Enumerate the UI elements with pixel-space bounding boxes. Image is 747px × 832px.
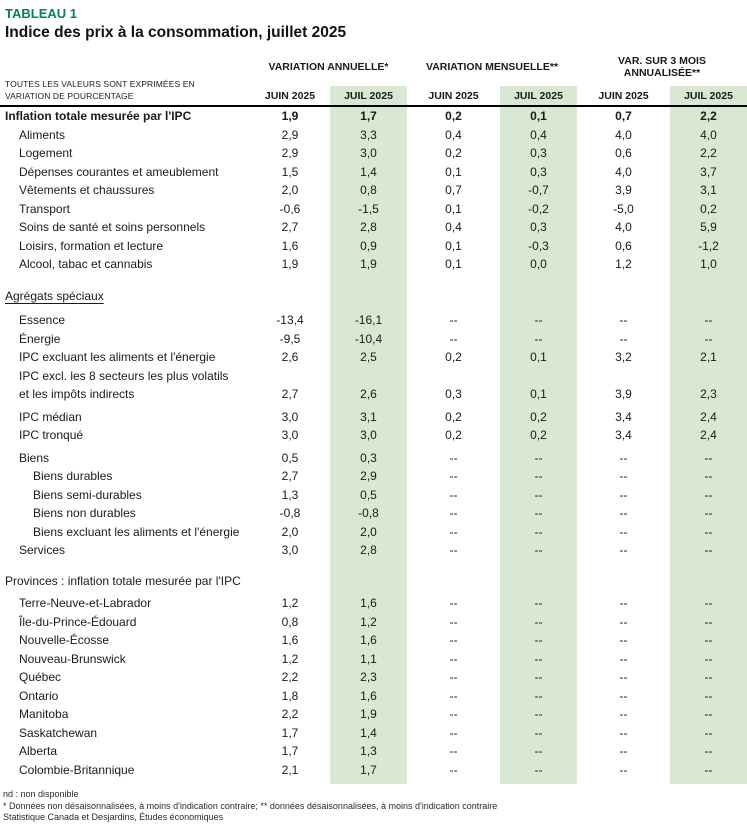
table-row — [0, 330, 747, 349]
cell-value: -- — [534, 614, 543, 629]
cell-value: 1,0 — [700, 257, 717, 272]
row-label: Biens semi-durables — [33, 487, 142, 502]
cell-value: 2,2 — [281, 670, 299, 685]
cell-value: -- — [619, 331, 628, 346]
month-header-juil: JUIL 2025 — [500, 86, 577, 105]
cell-value: -- — [449, 331, 458, 346]
table-row — [0, 594, 747, 613]
row-label: Saskatchewan — [19, 725, 98, 740]
cell-value: 0,1 — [530, 350, 547, 365]
cell-value: 0,6 — [615, 238, 632, 253]
section-row — [0, 287, 747, 306]
row-label: Aliments — [19, 127, 66, 142]
cell-value: 0,1 — [445, 164, 462, 179]
cell-value: -16,1 — [354, 313, 383, 328]
row-label: Alcool, tabac et cannabis — [19, 257, 153, 272]
cell-value: -10,4 — [354, 331, 383, 346]
table-row — [0, 163, 747, 182]
cell-value: 1,2 — [281, 651, 299, 666]
cell-value: 1,4 — [360, 725, 377, 740]
cell-value: 0,5 — [360, 487, 377, 502]
cell-value: 2,9 — [281, 146, 299, 161]
cell-value: 3,0 — [360, 146, 377, 161]
cell-value: 3,1 — [360, 409, 377, 424]
cell-value: -- — [449, 707, 458, 722]
cell-value: -- — [704, 725, 713, 740]
cell-value: -- — [704, 633, 713, 648]
cell-value: 0,8 — [281, 614, 299, 629]
cell-value: -- — [534, 762, 543, 777]
cell-value: -- — [704, 543, 713, 558]
month-header-juin: JUIN 2025 — [264, 89, 316, 102]
cell-value: 0,7 — [445, 183, 462, 198]
row-label: Manitoba — [19, 707, 69, 722]
cell-value: -0,3 — [528, 238, 549, 253]
cell-value: -- — [619, 707, 628, 722]
cell-value: 1,9 — [360, 257, 377, 272]
cell-value: 1,5 — [281, 164, 299, 179]
cell-value: -- — [534, 469, 543, 484]
table-row — [0, 742, 747, 761]
month-header-juil: JUIL 2025 — [670, 86, 747, 105]
cell-value: 3,1 — [700, 183, 717, 198]
cell-value: 0,3 — [445, 387, 462, 402]
row-label: Nouvelle-Écosse — [19, 633, 110, 648]
cell-value: 2,2 — [700, 146, 717, 161]
table-rows — [0, 107, 747, 779]
cell-value: 0,3 — [530, 146, 547, 161]
table-header — [0, 48, 747, 107]
table-tag: TABLEAU 1 — [5, 6, 77, 21]
cell-value: -- — [619, 313, 628, 328]
cell-value: 0,2 — [530, 428, 547, 443]
cell-value: 4,0 — [615, 127, 632, 142]
table-body — [0, 107, 747, 784]
cell-value: 1,1 — [360, 651, 377, 666]
cell-value: 1,9 — [281, 109, 299, 124]
cell-value: 2,2 — [700, 109, 717, 124]
cell-value: 0,2 — [530, 409, 547, 424]
cell-value: 3,2 — [615, 350, 632, 365]
cell-value: 1,6 — [281, 633, 299, 648]
cell-value: 2,0 — [281, 183, 299, 198]
cell-value: 0,3 — [360, 450, 377, 465]
cell-value: -- — [534, 506, 543, 521]
cell-value: 0,2 — [445, 409, 462, 424]
cell-value: 0,7 — [615, 109, 632, 124]
cell-value: -- — [534, 487, 543, 502]
cell-value: 4,0 — [615, 164, 632, 179]
row-label: Services — [19, 543, 66, 558]
column-group-monthly: VARIATION MENSUELLE** — [425, 61, 559, 73]
cell-value: 3,0 — [281, 409, 299, 424]
table-row — [0, 650, 747, 669]
table-row — [0, 367, 747, 386]
cell-value: 1,2 — [360, 614, 377, 629]
table-row — [0, 237, 747, 256]
cell-value: 1,6 — [360, 596, 377, 611]
section-row — [0, 572, 747, 591]
cell-value: 2,0 — [281, 524, 299, 539]
cell-value: -- — [449, 670, 458, 685]
cell-value: 1,7 — [281, 744, 299, 759]
cell-value: 1,3 — [281, 487, 299, 502]
cell-value: 2,7 — [281, 469, 299, 484]
cell-value: -- — [704, 506, 713, 521]
row-label: Île-du-Prince-Édouard — [19, 614, 137, 629]
cell-value: -- — [619, 688, 628, 703]
row-label: Provinces : inflation totale mesurée par l'IPC — [5, 573, 241, 588]
table-row — [0, 467, 747, 486]
cell-value: -- — [704, 596, 713, 611]
cell-value: -- — [619, 506, 628, 521]
table-row — [0, 687, 747, 706]
cell-value: -- — [449, 506, 458, 521]
cell-value: 1,6 — [281, 238, 299, 253]
cell-value: 1,2 — [281, 596, 299, 611]
table-row — [0, 144, 747, 163]
table-row — [0, 541, 747, 560]
cell-value: -- — [449, 596, 458, 611]
cell-value: -- — [619, 614, 628, 629]
cell-value: 2,6 — [281, 350, 299, 365]
cell-value: 1,3 — [360, 744, 377, 759]
table-row — [0, 126, 747, 145]
cell-value: 0,9 — [360, 238, 377, 253]
cell-value: -- — [534, 651, 543, 666]
table-row — [0, 408, 747, 427]
cell-value: 3,4 — [615, 409, 632, 424]
cell-value: -- — [449, 543, 458, 558]
cell-value: -- — [534, 596, 543, 611]
cell-value: 1,4 — [360, 164, 377, 179]
row-label: Transport — [19, 201, 70, 216]
table-row — [0, 218, 747, 237]
table-row — [0, 311, 747, 330]
cell-value: -- — [534, 633, 543, 648]
cell-value: 0,3 — [530, 220, 547, 235]
cell-value: 0,6 — [615, 146, 632, 161]
cell-value: 4,0 — [700, 127, 717, 142]
cell-value: -- — [704, 469, 713, 484]
cell-value: -- — [704, 688, 713, 703]
cell-value: -- — [704, 707, 713, 722]
cell-value: -- — [449, 313, 458, 328]
row-label: IPC excl. les 8 secteurs les plus volatils — [19, 368, 229, 383]
cell-value: 2,3 — [700, 387, 717, 402]
cell-value: -- — [449, 450, 458, 465]
row-label: Nouveau-Brunswick — [19, 651, 126, 666]
cell-value: -- — [619, 651, 628, 666]
table-row — [0, 724, 747, 743]
month-header-juin: JUIN 2025 — [598, 89, 649, 102]
footnote-nd: nd : non disponible — [3, 789, 79, 799]
cell-value: 3,7 — [700, 164, 717, 179]
cell-value: 2,8 — [360, 220, 377, 235]
cell-value: -- — [619, 670, 628, 685]
row-label: Alberta — [19, 744, 58, 759]
cell-value: 3,4 — [615, 428, 632, 443]
cell-value: 0,1 — [445, 238, 462, 253]
cell-value: 2,2 — [281, 707, 299, 722]
cell-value: 0,0 — [530, 257, 547, 272]
table-row — [0, 181, 747, 200]
cell-value: -- — [704, 524, 713, 539]
cell-value: 0,8 — [360, 183, 377, 198]
cell-value: 3,0 — [281, 543, 299, 558]
cell-value: -- — [534, 313, 543, 328]
table-row — [0, 449, 747, 468]
cell-value: 1,7 — [281, 725, 299, 740]
cell-value: 0,1 — [445, 201, 462, 216]
cell-value: 2,4 — [700, 409, 717, 424]
row-label: Biens non durables — [33, 506, 136, 521]
cell-value: -5,0 — [613, 201, 634, 216]
cell-value: -- — [449, 633, 458, 648]
cell-value: -0,2 — [528, 201, 549, 216]
table-row — [0, 705, 747, 724]
row-label: Inflation totale mesurée par l'IPC — [5, 109, 192, 124]
cell-value: -- — [534, 744, 543, 759]
footnotes — [0, 789, 747, 824]
table-row — [0, 613, 747, 632]
column-group-3month: VAR. SUR 3 MOIS ANNUALISÉE** — [618, 55, 706, 79]
cell-value: 2,7 — [281, 220, 299, 235]
cell-value: -- — [704, 744, 713, 759]
cell-value: 3,3 — [360, 127, 377, 142]
cell-value: -- — [704, 762, 713, 777]
cell-value: 2,0 — [360, 524, 377, 539]
cell-value: 2,1 — [700, 350, 717, 365]
cell-value: -- — [704, 331, 713, 346]
cell-value: -- — [534, 688, 543, 703]
cell-value: -- — [449, 725, 458, 740]
cell-value: -- — [534, 331, 543, 346]
cell-value: -- — [704, 313, 713, 328]
cell-value: -- — [534, 725, 543, 740]
cell-value: 1,8 — [281, 688, 299, 703]
footnote-source: Statistique Canada et Desjardins, Études économiques — [3, 812, 224, 822]
cell-value: -- — [619, 543, 628, 558]
units-note-line1: TOUTES LES VALEURS SONT EXPRIMÉES EN — [5, 79, 195, 89]
row-label: Soins de santé et soins personnels — [19, 220, 206, 235]
cell-value: 1,9 — [360, 707, 377, 722]
cell-value: -- — [619, 524, 628, 539]
row-label: IPC médian — [19, 409, 82, 424]
cell-value: 0,3 — [530, 164, 547, 179]
row-label: et les impôts indirects — [19, 387, 135, 402]
row-label: Colombie-Britannique — [19, 762, 135, 777]
cell-value: 3,0 — [360, 428, 377, 443]
row-label: Biens — [19, 450, 50, 465]
cell-value: -- — [619, 469, 628, 484]
cell-value: 1,9 — [281, 257, 299, 272]
month-header-juil: JUIL 2025 — [330, 86, 407, 105]
row-label: Loisirs, formation et lecture — [19, 238, 164, 253]
cell-value: -- — [534, 707, 543, 722]
cell-value: -1,5 — [358, 201, 379, 216]
cell-value: 0,2 — [445, 350, 462, 365]
table-row — [0, 385, 747, 404]
table-row — [0, 631, 747, 650]
row-label: IPC tronqué — [19, 428, 84, 443]
cell-value: 0,2 — [445, 109, 462, 124]
cell-value: -0,8 — [358, 506, 379, 521]
cell-value: -- — [619, 762, 628, 777]
cell-value: 2,9 — [281, 127, 299, 142]
cell-value: -- — [534, 543, 543, 558]
row-label: Biens excluant les aliments et l'énergie — [33, 524, 240, 539]
cell-value: 1,2 — [615, 257, 632, 272]
month-header-juin: JUIN 2025 — [428, 89, 479, 102]
cell-value: -0,6 — [279, 201, 301, 216]
cell-value: 0,1 — [530, 109, 547, 124]
cell-value: 2,1 — [281, 762, 299, 777]
cell-value: 2,7 — [281, 387, 299, 402]
cell-value: -- — [619, 487, 628, 502]
cell-value: 0,4 — [445, 220, 462, 235]
cell-value: 0,1 — [530, 387, 547, 402]
cell-value: 1,7 — [360, 109, 377, 124]
cell-value: 0,4 — [530, 127, 547, 142]
table-row — [0, 426, 747, 445]
cell-value: -- — [619, 633, 628, 648]
cell-value: 5,9 — [700, 220, 717, 235]
cell-value: 3,9 — [615, 387, 632, 402]
cell-value: -13,4 — [276, 313, 304, 328]
cell-value: 4,0 — [615, 220, 632, 235]
cell-value: -- — [619, 744, 628, 759]
page-title: Indice des prix à la consommation, juillet 2025 — [5, 24, 347, 41]
cell-value: 2,6 — [360, 387, 377, 402]
row-label: Ontario — [19, 688, 59, 703]
cell-value: -- — [704, 450, 713, 465]
table-row — [0, 523, 747, 542]
row-label: Essence — [19, 313, 66, 328]
cell-value: -- — [704, 651, 713, 666]
row-label: Dépenses courantes et ameublement — [19, 164, 219, 179]
cell-value: 0,5 — [281, 450, 299, 465]
cell-value: -- — [619, 725, 628, 740]
cell-value: -- — [449, 524, 458, 539]
table-row — [0, 107, 747, 126]
cell-value: -- — [449, 487, 458, 502]
cell-value: -- — [449, 469, 458, 484]
units-note — [0, 79, 250, 105]
cell-value: 3,0 — [281, 428, 299, 443]
cell-value: 0,4 — [445, 127, 462, 142]
table-row — [0, 486, 747, 505]
cell-value: -- — [704, 487, 713, 502]
row-label: Vêtements et chaussures — [19, 183, 155, 198]
cell-value: -9,5 — [279, 331, 301, 346]
cell-value: -- — [449, 651, 458, 666]
cell-value: 1,7 — [360, 762, 377, 777]
cell-value: 0,2 — [700, 201, 717, 216]
cell-value: 2,4 — [700, 428, 717, 443]
cell-value: -- — [449, 614, 458, 629]
column-group-annual: VARIATION ANNUELLE* — [268, 61, 389, 73]
row-label: Logement — [19, 146, 73, 161]
cell-value: 3,9 — [615, 183, 632, 198]
cell-value: 0,2 — [445, 146, 462, 161]
cell-value: 2,8 — [360, 543, 377, 558]
table-row — [0, 504, 747, 523]
cell-value: 1,6 — [360, 633, 377, 648]
table-row — [0, 668, 747, 687]
table-row — [0, 761, 747, 780]
cell-value: -- — [534, 450, 543, 465]
footnote-seasonal: * Données non désaisonnalisées, à moins d'indication contraire; ** données désaisonnalisées, à moins d'indication contraire — [3, 800, 498, 811]
table-row — [0, 255, 747, 274]
cell-value: -- — [449, 762, 458, 777]
cell-value: -- — [704, 670, 713, 685]
cell-value: -- — [449, 688, 458, 703]
cell-value: -1,2 — [698, 238, 719, 253]
row-label: Québec — [19, 670, 62, 685]
units-note-line2: VARIATION DE POURCENTAGE — [5, 90, 134, 101]
row-label: Biens durables — [33, 469, 113, 484]
cell-value: -- — [704, 614, 713, 629]
row-label: IPC excluant les aliments et l'énergie — [19, 350, 216, 365]
cell-value: 2,5 — [360, 350, 377, 365]
row-label: Énergie — [19, 331, 61, 346]
row-label: Terre-Neuve-et-Labrador — [19, 596, 152, 611]
row-label: Agrégats spéciaux — [5, 288, 104, 303]
cell-value: 0,2 — [445, 428, 462, 443]
cell-value: -0,7 — [528, 183, 549, 198]
cell-value: -- — [534, 670, 543, 685]
cell-value: -- — [619, 596, 628, 611]
table-row — [0, 200, 747, 219]
table-row — [0, 348, 747, 367]
cell-value: -- — [619, 450, 628, 465]
cell-value: -0,8 — [279, 506, 301, 521]
cell-value: -- — [449, 744, 458, 759]
cell-value: -- — [534, 524, 543, 539]
cell-value: 1,6 — [360, 688, 377, 703]
cell-value: 0,1 — [445, 257, 462, 272]
cell-value: 2,9 — [360, 469, 377, 484]
cell-value: 2,3 — [360, 670, 377, 685]
